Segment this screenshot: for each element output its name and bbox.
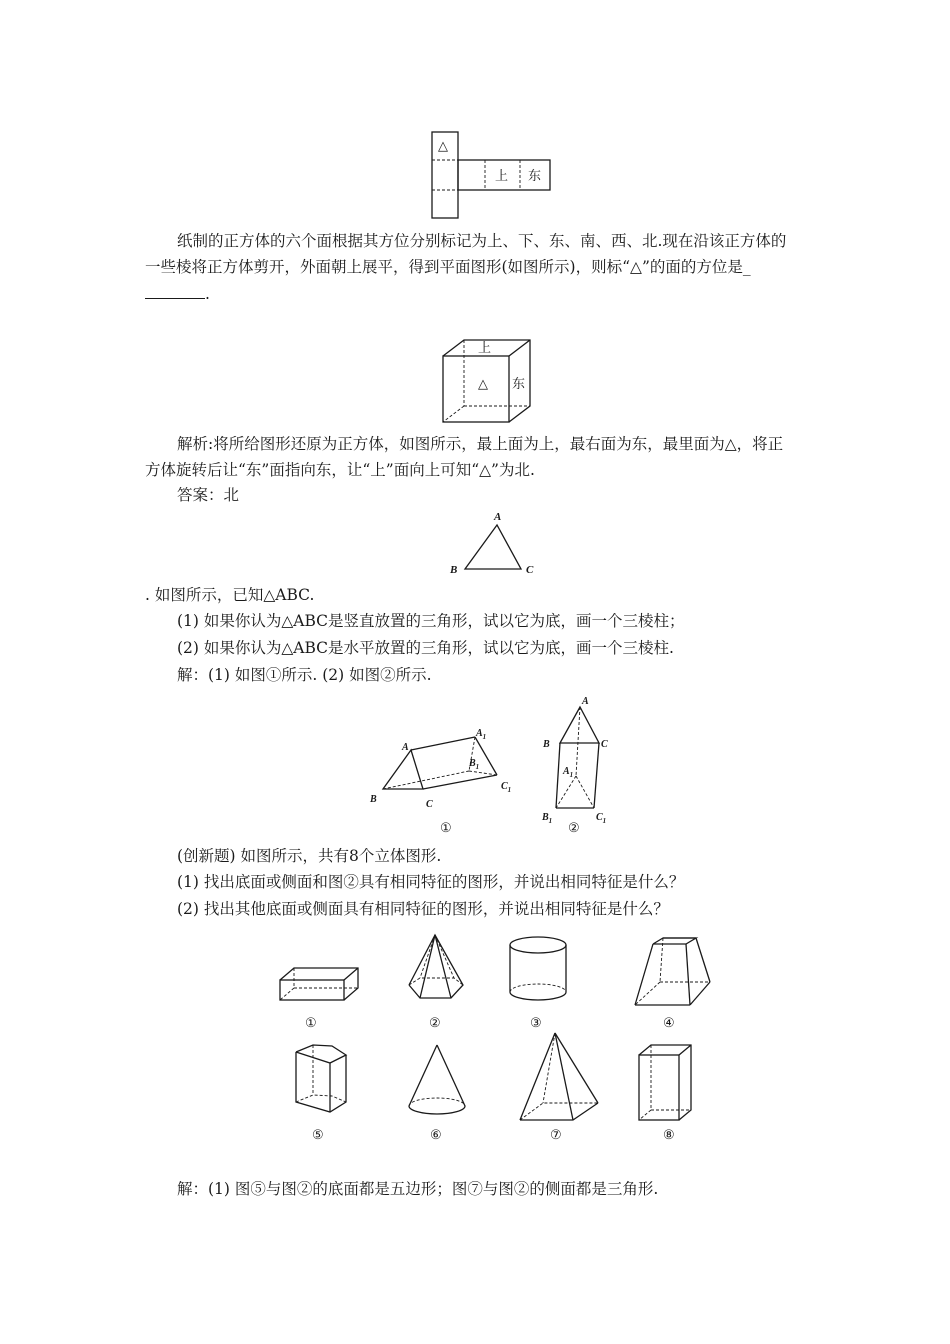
solid-1-caption: ① bbox=[305, 1015, 317, 1030]
triangle-abc-diagram bbox=[445, 505, 545, 581]
solid-4-caption: ④ bbox=[663, 1015, 675, 1030]
prism1-b1-label: $B_1$ bbox=[469, 758, 480, 771]
prism1-c-label: C bbox=[426, 799, 433, 810]
cube-net-diagram bbox=[425, 128, 555, 222]
prism2-a-label: A bbox=[582, 696, 589, 707]
prism2-c-label: C bbox=[601, 739, 608, 750]
answer-blank bbox=[145, 284, 205, 299]
prisms-figure bbox=[365, 692, 625, 842]
question-1-line-3 bbox=[145, 283, 210, 305]
solid-2-caption: ② bbox=[429, 1015, 441, 1030]
solid-3-caption: ③ bbox=[530, 1015, 542, 1030]
solution-2: 解：(1) 如图①所示. (2) 如图②所示. bbox=[177, 666, 432, 684]
net-up-label: 上 bbox=[495, 168, 509, 183]
vertex-b-label: B bbox=[450, 564, 458, 576]
solids-diagram bbox=[270, 930, 710, 1150]
question-1-line-2: 一些棱将正方体剪开，外面朝上展平，得到平面图形(如图所示)，则标“△”的面的方位是_ bbox=[145, 258, 751, 276]
analysis-1-line-2: 方体旋转后让“东”面指向东，让“上”面向上可知“△”为北. bbox=[145, 461, 535, 479]
solution-3-line-1: 解：(1) 图⑤与图②的底面都是五边形；图⑦与图②的侧面都是三角形. bbox=[177, 1180, 659, 1198]
question-1-line-3-end: . bbox=[205, 285, 210, 303]
prism1-a-label: A bbox=[402, 742, 409, 753]
solids-figure bbox=[270, 930, 710, 1150]
question-2-part-1: (1) 如果你认为△ABC是竖直放置的三角形，试以它为底，画一个三棱柱； bbox=[177, 612, 685, 630]
question-2-part-2: (2) 如果你认为△ABC是水平放置的三角形，试以它为底，画一个三棱柱. bbox=[177, 639, 674, 657]
analysis-1-line-1: 解析:将所给图形还原为正方体，如图所示，最上面为上，最右面为东，最里面为△，将正 bbox=[177, 435, 784, 453]
question-3-part-2: (2) 找出其他底面或侧面具有相同特征的图形，并说出相同特征是什么？ bbox=[177, 900, 669, 918]
prism2-b1-label: $B_1$ bbox=[542, 812, 553, 825]
prism1-a1-label: $A_1$ bbox=[476, 728, 487, 741]
net-east-label: 东 bbox=[528, 168, 542, 183]
vertex-a-label: A bbox=[494, 511, 502, 523]
prism2-caption: ② bbox=[568, 820, 580, 835]
prism1-caption: ① bbox=[440, 820, 452, 835]
cube-figure bbox=[438, 336, 538, 428]
solid-8-caption: ⑧ bbox=[663, 1127, 675, 1142]
solid-5-caption: ⑤ bbox=[312, 1127, 324, 1142]
question-1-line-1: 纸制的正方体的六个面根据其方位分别标记为上、下、东、南、西、北.现在沿该正方体的 bbox=[177, 232, 787, 250]
prism2-a1-label: $A_1$ bbox=[563, 766, 574, 779]
cube-net-figure bbox=[425, 128, 555, 222]
triangle-abc-figure bbox=[445, 505, 545, 581]
net-triangle-label: △ bbox=[438, 138, 448, 153]
solid-6-caption: ⑥ bbox=[430, 1127, 442, 1142]
cube-east-label: 东 bbox=[512, 376, 526, 391]
prism1-c1-label: $C_1$ bbox=[501, 781, 512, 794]
solid-7-caption: ⑦ bbox=[550, 1127, 562, 1142]
question-3-part-1: (1) 找出底面或侧面和图②具有相同特征的图形，并说出相同特征是什么？ bbox=[177, 873, 685, 891]
prism2-b-label: B bbox=[543, 739, 550, 750]
question-3-intro: (创新题) 如图所示，共有8个立体图形. bbox=[177, 847, 442, 865]
answer-1: 答案：北 bbox=[177, 486, 240, 504]
cube-diagram bbox=[438, 336, 538, 428]
vertex-c-label: C bbox=[526, 564, 534, 576]
cube-triangle-label: △ bbox=[478, 376, 488, 391]
cube-up-label: 上 bbox=[478, 340, 492, 355]
prism2-c1-label: $C_1$ bbox=[596, 812, 607, 825]
prisms-diagram bbox=[365, 692, 625, 842]
question-2-intro: . 如图所示，已知△ABC. bbox=[145, 586, 315, 604]
prism1-b-label: B bbox=[370, 794, 377, 805]
